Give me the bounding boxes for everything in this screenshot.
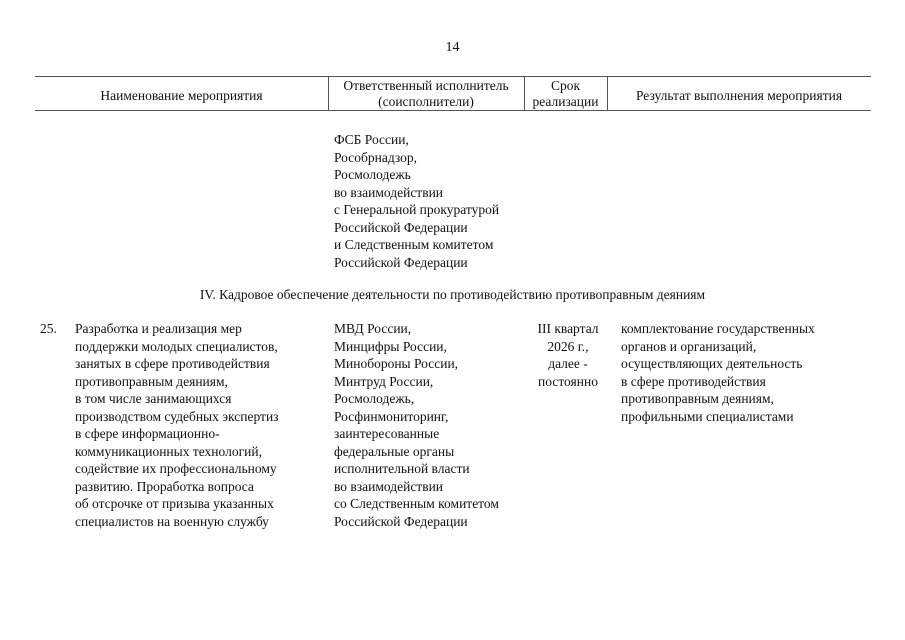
- row-deadline: [524, 320, 612, 390]
- header-executor: [328, 78, 524, 110]
- deadline-line: постоянно: [538, 373, 598, 389]
- executor-line: Росмолодежь: [334, 167, 411, 182]
- measure-line: об отсрочке от призыва указанных: [75, 496, 274, 511]
- executor-line: исполнительной власти: [334, 461, 470, 476]
- row-executors: [334, 320, 499, 530]
- executor-line: Минобороны России,: [334, 356, 459, 371]
- result-line: профильными специалистами: [621, 408, 794, 424]
- result-line: в сфере противодействия: [621, 373, 766, 389]
- result-line: органов и организаций,: [621, 338, 757, 354]
- table-header-top-rule: [35, 76, 871, 77]
- result-line: комплектование государственных: [621, 321, 815, 336]
- measure-line: специалистов на военную службу: [75, 513, 269, 529]
- header-executor-line: Ответственный исполнитель: [343, 78, 509, 93]
- measure-line: противоправным деяниям,: [75, 373, 228, 389]
- measure-line: развитию. Проработка вопроса: [75, 478, 254, 494]
- header-deadline-line: реализации: [532, 94, 599, 109]
- header-name: Наименование мероприятия: [100, 88, 263, 103]
- executor-line: во взаимодействии: [334, 184, 444, 200]
- section-title: IV. Кадровое обеспечение деятельности по противодействию противоправным деяниям: [199, 287, 706, 302]
- row-result: [621, 320, 815, 425]
- executor-line: ФСБ России,: [334, 132, 409, 147]
- table-header-bottom-rule: [35, 110, 871, 111]
- executor-line: Росмолодежь,: [334, 391, 415, 406]
- executor-line: Российской Федерации: [334, 219, 468, 235]
- executor-line: со Следственным комитетом: [334, 496, 499, 511]
- executor-line: Росфинмониторинг,: [334, 408, 449, 424]
- measure-line: поддержки молодых специалистов,: [75, 338, 278, 354]
- executor-line: во взаимодействии: [334, 478, 444, 494]
- deadline-line: 2026 г.,: [547, 338, 589, 354]
- measure-line: содействие их профессиональному: [75, 461, 277, 476]
- executor-line: Рособрнадзор,: [334, 149, 417, 165]
- deadline-line: III квартал: [537, 321, 599, 336]
- measure-line: Разработка и реализация мер: [75, 321, 242, 336]
- executor-line: Российской Федерации: [334, 513, 468, 529]
- row-number: 25.: [40, 321, 57, 336]
- page-number: 14: [445, 40, 460, 55]
- row-measure-name: [75, 320, 279, 530]
- executor-line: Минтруд России,: [334, 373, 434, 389]
- executor-line: и Следственным комитетом: [334, 237, 494, 252]
- measure-line: занятых в сфере противодействия: [75, 356, 270, 371]
- executor-line: федеральные органы: [334, 443, 455, 459]
- header-deadline-line: Срок: [550, 78, 581, 93]
- header-executor-line: (соисполнители): [378, 94, 474, 109]
- result-line: противоправным деяниям,: [621, 391, 774, 406]
- measure-line: в том числе занимающихся: [75, 391, 232, 406]
- measure-line: коммуникационных технологий,: [75, 443, 262, 459]
- header-deadline: [524, 78, 607, 110]
- executor-line: МВД России,: [334, 321, 412, 336]
- deadline-line: далее -: [548, 356, 588, 371]
- header-result: Результат выполнения мероприятия: [635, 88, 843, 103]
- result-line: осуществляющих деятельность: [621, 356, 803, 371]
- executor-line: Российской Федерации: [334, 254, 468, 270]
- continuation-executors: [334, 131, 499, 271]
- executor-line: Минцифры России,: [334, 338, 447, 354]
- executor-line: с Генеральной прокуратурой: [334, 202, 500, 217]
- measure-line: производством судебных экспертиз: [75, 408, 279, 424]
- executor-line: заинтересованные: [334, 426, 440, 441]
- measure-line: в сфере информационно-: [75, 426, 220, 441]
